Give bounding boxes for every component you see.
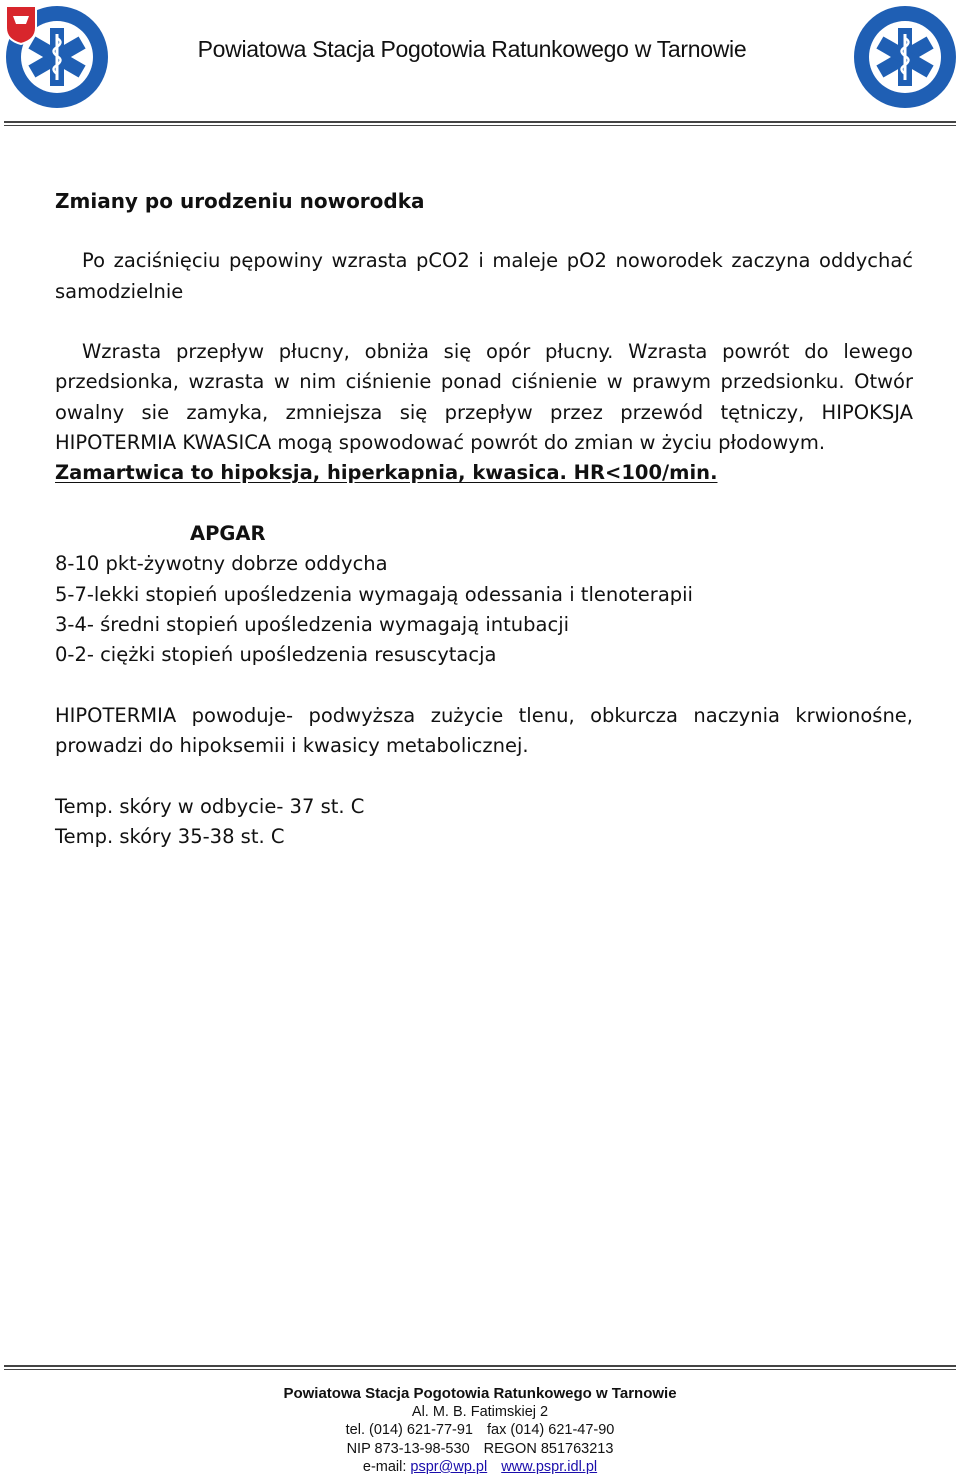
footer-ids bbox=[0, 1440, 960, 1458]
paramedic-school-logo bbox=[852, 4, 958, 110]
footer-tel: tel. (014) 621-77-91 bbox=[345, 1422, 473, 1439]
footer-rule-thick bbox=[4, 1365, 956, 1367]
footer-rule-thin bbox=[4, 1369, 956, 1370]
footer-nip: NIP 873-13-98-530 bbox=[346, 1440, 470, 1457]
tarnow-ambulance-logo bbox=[4, 4, 110, 110]
page-header bbox=[0, 0, 960, 128]
website-link[interactable]: www.pspr.idl.pl bbox=[501, 1458, 598, 1475]
paragraph-umbilical: Po zaciśnięciu pępowiny wzrasta pCO2 i maleje pO2 noworodek zaczyna oddychać samodzielnie bbox=[55, 249, 913, 303]
footer-fax: fax (014) 621-47-90 bbox=[487, 1422, 615, 1439]
header-rule-thin bbox=[4, 125, 956, 126]
asphyxia-definition: Zamartwica to hipoksja, hiperkapnia, kwasica. HR<100/min. bbox=[55, 461, 718, 485]
temperature-line: Temp. skóry 35-38 st. C bbox=[55, 824, 285, 848]
apgar-item: 5-7-lekki stopień upośledzenia wymagają odessania i tlenoterapii bbox=[55, 582, 693, 606]
spacer bbox=[55, 489, 913, 519]
footer-regon: REGON 851763213 bbox=[483, 1440, 614, 1457]
footer-links bbox=[0, 1458, 960, 1476]
header-rule-thick bbox=[4, 121, 956, 123]
apgar-item: 3-4- średni stopień upośledzenia wymagają intubacji bbox=[55, 612, 570, 636]
footer-contact bbox=[0, 1385, 960, 1476]
footer-phones bbox=[0, 1421, 960, 1439]
temperature-line: Temp. skóry w odbycie- 37 st. C bbox=[55, 794, 365, 818]
spacer bbox=[55, 670, 913, 700]
page-footer bbox=[0, 1362, 960, 1483]
paragraph-hypothermia: HIPOTERMIA powoduje- podwyższa zużycie tlenu, obkurcza naczynia krwionośne, prowadzi do hipoksemii i kwasicy metabolicznej. bbox=[55, 703, 913, 758]
section-heading: Zmiany po urodzeniu noworodka bbox=[55, 189, 425, 213]
spacer bbox=[55, 307, 913, 337]
email-label: e-mail: bbox=[362, 1458, 407, 1475]
apgar-heading: APGAR bbox=[190, 521, 266, 545]
header-title: Powiatowa Stacja Pogotowia Ratunkowego w Tarnowie bbox=[197, 36, 747, 62]
apgar-item: 0-2- ciężki stopień upośledzenia resuscytacja bbox=[55, 643, 497, 667]
paragraph-circulation: Wzrasta przepływ płucny, obniża się opór płucny. Wzrasta powrót do lewego przedsionka, wzrasta w nim ciśnienie ponad ciśnienie w prawym przedsionku. Otwór owalny sie zamyka, zmniejsza się przepływ przez przewód tętniczy, HIPOKSJA HIPOTERMIA KWASICA mogą spowodować powrót do zmian w życiu płodowym. bbox=[55, 340, 913, 455]
apgar-item: 8-10 pkt-żywotny dobrze oddycha bbox=[55, 552, 388, 576]
spacer bbox=[55, 761, 913, 791]
document-body bbox=[55, 186, 913, 852]
footer-title: Powiatowa Stacja Pogotowia Ratunkowego w Tarnowie bbox=[283, 1385, 677, 1402]
email-link[interactable]: pspr@wp.pl bbox=[410, 1458, 488, 1475]
footer-address: Al. M. B. Fatimskiej 2 bbox=[411, 1404, 549, 1421]
